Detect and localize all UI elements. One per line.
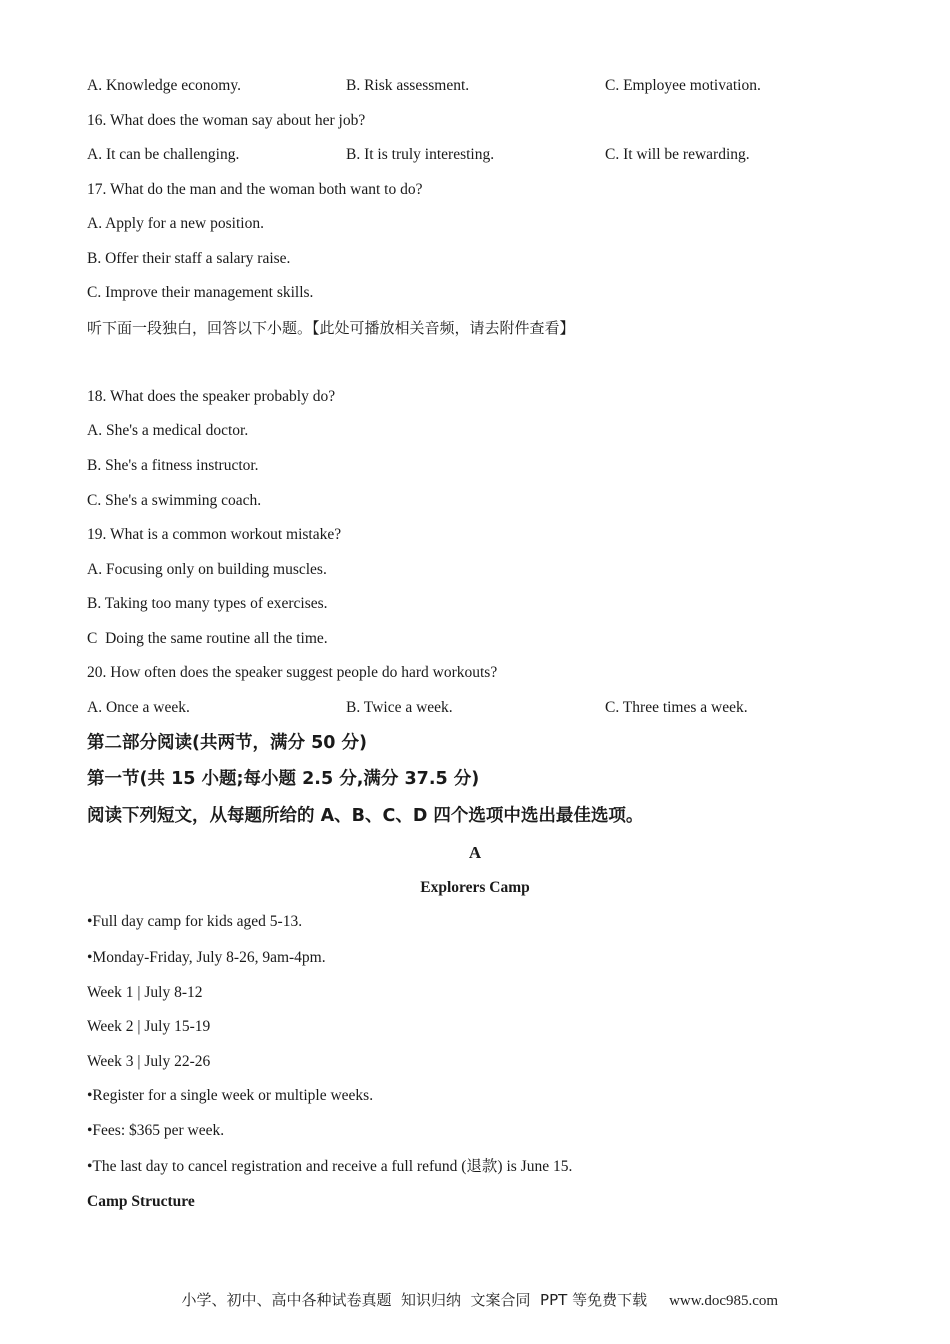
- listening-instruction: 听下面一段独白，回答以下小题。【此处可播放相关音频，请去附件查看】: [87, 319, 575, 337]
- passage-line: •Register for a single week or multiple weeks.: [87, 1087, 374, 1104]
- part2-heading: 第二部分阅读(共两节，满分 50 分): [87, 733, 368, 753]
- q20-question: 20. How often does the speaker suggest people do hard workouts?: [87, 664, 498, 681]
- q16-option-c: C. It will be rewarding.: [605, 146, 750, 163]
- passage-line: Week 2 | July 15-19: [87, 1018, 211, 1035]
- passage-title: Explorers Camp: [420, 879, 530, 896]
- q17-option-b: B. Offer their staff a salary raise.: [87, 250, 291, 267]
- q18-question: 18. What does the speaker probably do?: [87, 388, 336, 405]
- q17-option-a: A. Apply for a new position.: [87, 215, 264, 232]
- q16-question: 16. What does the woman say about her job?: [87, 112, 366, 129]
- q18-option-a: A. She's a medical doctor.: [87, 422, 249, 439]
- q16-option-b: B. It is truly interesting.: [346, 146, 495, 163]
- footer-text: 小学、初中、高中各种试卷真题 知识归纳 文案合同 PPT 等免费下载: [181, 1291, 648, 1309]
- section1-heading: 第一节(共 15 小题;每小题 2.5 分,满分 37.5 分): [87, 769, 480, 789]
- footer-url[interactable]: www.doc985.com: [669, 1293, 779, 1309]
- passage-line: •The last day to cancel registration and receive a full refund (退款) is June 15.: [87, 1158, 573, 1175]
- passage-line: •Fees: $365 per week.: [87, 1122, 225, 1139]
- q20-option-a: A. Once a week.: [87, 699, 190, 716]
- q19-option-a: A. Focusing only on building muscles.: [87, 561, 327, 578]
- q19-question: 19. What is a common workout mistake?: [87, 526, 342, 543]
- q19-option-c: C Doing the same routine all the time.: [87, 630, 328, 647]
- q20-option-b: B. Twice a week.: [346, 699, 453, 716]
- passage-letter: A: [468, 843, 482, 862]
- reading-instruction: 阅读下列短文，从每题所给的 A、B、C、D 四个选项中选出最佳选项。: [87, 806, 644, 826]
- passage-line: Week 3 | July 22-26: [87, 1053, 211, 1070]
- q20-option-c: C. Three times a week.: [605, 699, 748, 716]
- passage-subheading: Camp Structure: [87, 1193, 195, 1210]
- passage-line: •Full day camp for kids aged 5-13.: [87, 913, 303, 930]
- passage-line: •Monday-Friday, July 8-26, 9am-4pm.: [87, 949, 326, 966]
- q17-question: 17. What do the man and the woman both want to do?: [87, 181, 423, 198]
- q15-option-a: A. Knowledge economy.: [87, 77, 241, 94]
- q19-option-b: B. Taking too many types of exercises.: [87, 595, 328, 612]
- q15-option-c: C. Employee motivation.: [605, 77, 761, 94]
- page-footer: [0, 1270, 950, 1311]
- q16-option-a: A. It can be challenging.: [87, 146, 240, 163]
- passage-line: Week 1 | July 8-12: [87, 984, 203, 1001]
- q18-option-b: B. She's a fitness instructor.: [87, 457, 259, 474]
- q17-option-c: C. Improve their management skills.: [87, 284, 314, 301]
- q15-option-b: B. Risk assessment.: [346, 77, 470, 94]
- q18-option-c: C. She's a swimming coach.: [87, 492, 262, 509]
